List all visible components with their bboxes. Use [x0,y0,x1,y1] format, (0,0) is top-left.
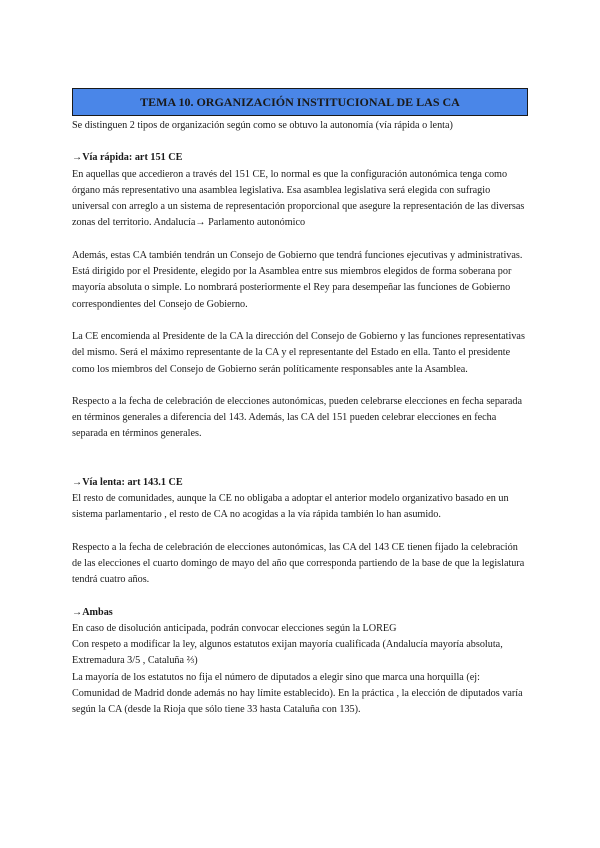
page-title: TEMA 10. ORGANIZACIÓN INSTITUCIONAL DE LAS CA [72,88,528,116]
document-page [72,88,528,719]
via-rapida-heading: →Vía rápida: art 151 CE [72,152,183,164]
ambas-line-1: En caso de disolución anticipada, podrán convocar elecciones según la LOREG [72,622,397,634]
intro-paragraph: Se distinguen 2 tipos de organización según como se obtuvo la autonomía (vía rápida o lenta) [72,120,453,131]
via-lenta-heading: →Vía lenta: art 143.1 CE [72,476,183,488]
ambas-line-3: La mayoría de los estatutos no fija el número de diputados a elegir sino que marca una horquilla (ej: Comunidad de Madrid donde además no hay límite establecido). En la práctica , la elección de diputados varía según la CA (desde la Rioja que sólo tiene 33 hasta Cataluña con 135). [72,671,523,716]
via-lenta-paragraph-1: El resto de comunidades, aunque la CE no obligaba a adoptar el anterior modelo organizativo basado en un sistema parlamentario , el resto de CA no acogidas a la vía rápida también lo han asumido. [72,493,509,521]
ambas-heading: →Ambas [72,606,113,618]
via-lenta-paragraph-2: Respecto a la fecha de celebración de elecciones autonómicas, las CA del 143 CE tienen fijado la celebración de las elecciones el cuarto domingo de mayo del año que corresponda partiendo de la base de que la legislatura tendrá cuatro años. [72,541,525,586]
via-rapida-paragraph-4: Respecto a la fecha de celebración de elecciones autonómicas, pueden celebrarse elecciones en fecha separada en términos generales a diferencia del 143. Además, las CA del 151 pueden celebrar elecciones en fecha separada en términos generales. [72,395,522,440]
via-rapida-paragraph-2: Además, estas CA también tendrán un Consejo de Gobierno que tendrá funciones ejecutivas y administrativas. Está dirigido por el Presidente, elegido por la Asamblea entre sus miembros elegidos de forma soberana por mayoría absoluta o simple. Lo nombrará posteriormente el Rey para desempeñar las funciones de Gobierno correspondientes del Consejo de Gobierno. [72,249,523,310]
ambas-line-2: Con respeto a modificar la ley, algunos estatutos exijan mayoría cualificada (Andalucía mayoría absoluta, Extremadura 3/5 , Cataluña ⅔) [72,639,503,667]
via-rapida-paragraph-1: En aquellas que accedieron a través del 151 CE, lo normal es que la configuración autonómica tenga como órgano más representativo una asamblea legislativa. Esa asamblea legislativa será elegida con sufragio universal con arreglo a un sistema de representación proporcional que asegure la representación de las diversas zonas del territorio. Andalucía→ Parlamento autonómico [72,168,525,229]
via-rapida-paragraph-3: La CE encomienda al Presidente de la CA la dirección del Consejo de Gobierno y las funciones representativas del mismo. Será el máximo representante de la CA y el representante del Estado en ella. Tanto el presidente como los miembros del Consejo de Gobierno serán políticamente responsables ante la Asamblea. [72,330,525,375]
